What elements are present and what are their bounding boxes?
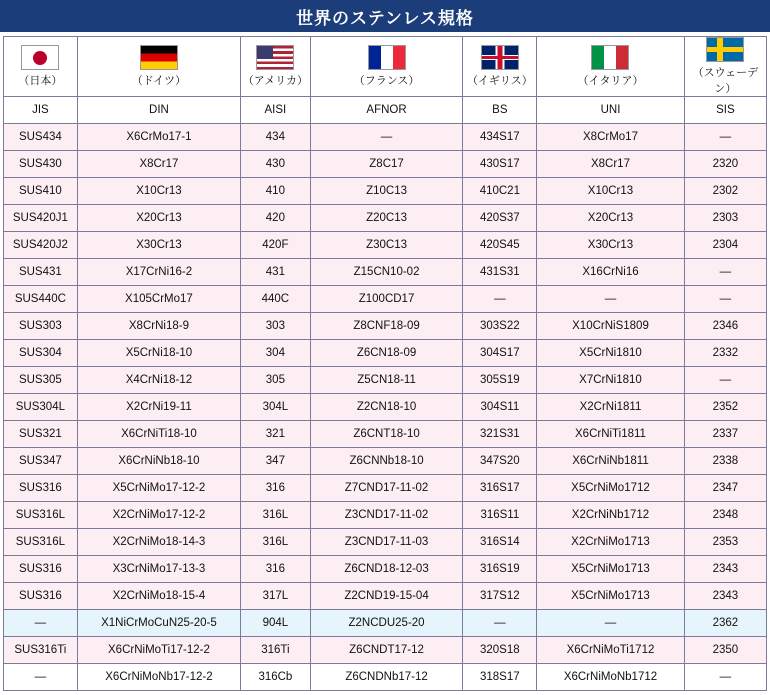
table-cell: X6CrMo17-1 xyxy=(77,124,240,151)
table-cell: 2347 xyxy=(684,475,766,502)
table-cell: X6CrNiMoTi17-12-2 xyxy=(77,637,240,664)
table-header-flags xyxy=(4,37,767,97)
table-cell: X5CrNi1810 xyxy=(537,340,685,367)
page-title-text: 世界のステンレス規格 xyxy=(296,8,474,28)
flag-italy-icon xyxy=(591,45,629,70)
table-cell: 420S45 xyxy=(463,232,537,259)
table-cell: X16CrNi16 xyxy=(537,259,685,286)
table-cell: Z2CND19-15-04 xyxy=(310,583,463,610)
table-cell: 410C21 xyxy=(463,178,537,205)
table-cell: — xyxy=(463,286,537,313)
table-cell: SUS347 xyxy=(4,448,78,475)
flag-france-icon xyxy=(368,45,406,70)
country-label: （ドイツ） xyxy=(131,75,187,87)
table-cell: — xyxy=(4,610,78,637)
table-cell: 440C xyxy=(241,286,311,313)
table-cell: X8Cr17 xyxy=(77,151,240,178)
table-header-standards xyxy=(4,97,767,124)
table-cell: 321 xyxy=(241,421,311,448)
table-cell: 2348 xyxy=(684,502,766,529)
table-cell: — xyxy=(684,367,766,394)
table-cell: X6CrNiMoNb17-12-2 xyxy=(77,664,240,691)
standard-name-cell: BS xyxy=(463,97,537,124)
table-cell: X4CrNi18-12 xyxy=(77,367,240,394)
standard-name-cell: AISI xyxy=(241,97,311,124)
table-cell: X8CrMo17 xyxy=(537,124,685,151)
table-cell: 316S11 xyxy=(463,502,537,529)
flag-cell-0 xyxy=(4,37,78,97)
table-cell: X5CrNiMo1712 xyxy=(537,475,685,502)
flag-germany-icon xyxy=(140,45,178,70)
flag-cell-5 xyxy=(537,37,685,97)
table-cell: 434S17 xyxy=(463,124,537,151)
table-cell: X5CrNiMo17-12-2 xyxy=(77,475,240,502)
table-cell: X6CrNiNb18-10 xyxy=(77,448,240,475)
table-cell: X5CrNiMo1713 xyxy=(537,556,685,583)
table-cell: 320S18 xyxy=(463,637,537,664)
table-row xyxy=(4,367,767,394)
table-cell: 304S11 xyxy=(463,394,537,421)
table-cell: 904L xyxy=(241,610,311,637)
table-cell: 2337 xyxy=(684,421,766,448)
table-cell: X10Cr13 xyxy=(537,178,685,205)
table-cell: 316L xyxy=(241,529,311,556)
table-cell: X6CrNiMoTi1712 xyxy=(537,637,685,664)
table-cell: X2CrNiMo18-15-4 xyxy=(77,583,240,610)
table-row xyxy=(4,529,767,556)
table-cell: X8CrNi18-9 xyxy=(77,313,240,340)
table-row xyxy=(4,421,767,448)
table-cell: 2332 xyxy=(684,340,766,367)
table-cell: X6CrNiTi18-10 xyxy=(77,421,240,448)
table-cell: X17CrNi16-2 xyxy=(77,259,240,286)
table-cell: Z6CND18-12-03 xyxy=(310,556,463,583)
table-cell: 2303 xyxy=(684,205,766,232)
table-row xyxy=(4,286,767,313)
table-cell: Z3CND17-11-03 xyxy=(310,529,463,556)
table-cell: 316S14 xyxy=(463,529,537,556)
table-cell: — xyxy=(463,610,537,637)
table-cell: 305S19 xyxy=(463,367,537,394)
table-cell: SUS316 xyxy=(4,475,78,502)
table-cell: 2350 xyxy=(684,637,766,664)
table-row xyxy=(4,475,767,502)
table-cell: SUS316Ti xyxy=(4,637,78,664)
table-cell: X6CrNiMoNb1712 xyxy=(537,664,685,691)
table-cell: 2353 xyxy=(684,529,766,556)
table-cell: SUS316 xyxy=(4,583,78,610)
table-cell: Z5CN18-11 xyxy=(310,367,463,394)
table-cell: SUS410 xyxy=(4,178,78,205)
table-cell: SUS440C xyxy=(4,286,78,313)
table-cell: — xyxy=(4,664,78,691)
table-cell: 316L xyxy=(241,502,311,529)
table-cell: 2304 xyxy=(684,232,766,259)
table-cell: 431S31 xyxy=(463,259,537,286)
table-cell: 431 xyxy=(241,259,311,286)
standard-name-cell: JIS xyxy=(4,97,78,124)
table-cell: Z2CN18-10 xyxy=(310,394,463,421)
table-row xyxy=(4,610,767,637)
flag-uk-icon xyxy=(481,45,519,70)
table-cell: 2352 xyxy=(684,394,766,421)
table-cell: — xyxy=(310,124,463,151)
table-cell: 316Ti xyxy=(241,637,311,664)
table-row xyxy=(4,205,767,232)
table-cell: Z2NCDU25-20 xyxy=(310,610,463,637)
table-cell: X6CrNiNb1811 xyxy=(537,448,685,475)
table-cell: SUS420J1 xyxy=(4,205,78,232)
table-row xyxy=(4,340,767,367)
table-cell: Z7CND17-11-02 xyxy=(310,475,463,502)
table-cell: SUS430 xyxy=(4,151,78,178)
table-cell: X30Cr13 xyxy=(77,232,240,259)
table-cell: X8Cr17 xyxy=(537,151,685,178)
table-cell: — xyxy=(684,286,766,313)
table-cell: Z6CNDNb17-12 xyxy=(310,664,463,691)
standard-name-cell: SIS xyxy=(684,97,766,124)
table-cell: 317L xyxy=(241,583,311,610)
table-cell: X3CrNiMo17-13-3 xyxy=(77,556,240,583)
table-row xyxy=(4,313,767,340)
table-cell: X1NiCrMoCuN25-20-5 xyxy=(77,610,240,637)
table-row xyxy=(4,232,767,259)
flag-cell-3 xyxy=(310,37,463,97)
table-cell: Z30C13 xyxy=(310,232,463,259)
table-row xyxy=(4,502,767,529)
table-cell: 304 xyxy=(241,340,311,367)
table-cell: X10Cr13 xyxy=(77,178,240,205)
table-cell: 2346 xyxy=(684,313,766,340)
table-cell: X30Cr13 xyxy=(537,232,685,259)
table-cell: X6CrNiTi1811 xyxy=(537,421,685,448)
table-cell: 304L xyxy=(241,394,311,421)
table-cell: — xyxy=(537,610,685,637)
table-cell: Z10C13 xyxy=(310,178,463,205)
table-cell: 321S31 xyxy=(463,421,537,448)
table-cell: X2CrNi1811 xyxy=(537,394,685,421)
table-cell: 316S19 xyxy=(463,556,537,583)
table-cell: Z8CNF18-09 xyxy=(310,313,463,340)
table-cell: 430S17 xyxy=(463,151,537,178)
table-cell: SUS304 xyxy=(4,340,78,367)
table-cell: 316Cb xyxy=(241,664,311,691)
table-row xyxy=(4,664,767,691)
flag-cell-6 xyxy=(684,37,766,97)
standard-name-cell: DIN xyxy=(77,97,240,124)
country-label: （フランス） xyxy=(353,75,420,87)
table-cell: X20Cr13 xyxy=(77,205,240,232)
table-cell: 430 xyxy=(241,151,311,178)
table-cell: 317S12 xyxy=(463,583,537,610)
table-cell: 420 xyxy=(241,205,311,232)
table-row xyxy=(4,637,767,664)
table-row xyxy=(4,178,767,205)
table-cell: — xyxy=(684,259,766,286)
table-row xyxy=(4,583,767,610)
table-cell: 420F xyxy=(241,232,311,259)
flag-cell-2 xyxy=(241,37,311,97)
table-cell: X5CrNiMo1713 xyxy=(537,583,685,610)
standard-name-cell: UNI xyxy=(537,97,685,124)
table-cell: — xyxy=(684,124,766,151)
table-cell: Z6CN18-09 xyxy=(310,340,463,367)
table-cell: SUS316L xyxy=(4,529,78,556)
table-row xyxy=(4,394,767,421)
country-label: （アメリカ） xyxy=(242,75,308,87)
table-cell: X2CrNi19-11 xyxy=(77,394,240,421)
page-title xyxy=(0,0,770,32)
table-cell: Z8C17 xyxy=(310,151,463,178)
table-cell: 347 xyxy=(241,448,311,475)
country-label: （日本） xyxy=(18,75,63,87)
table-cell: 316 xyxy=(241,556,311,583)
table-cell: SUS316L xyxy=(4,502,78,529)
table-cell: 2338 xyxy=(684,448,766,475)
table-row xyxy=(4,124,767,151)
table-cell: 303 xyxy=(241,313,311,340)
table-cell: 2320 xyxy=(684,151,766,178)
table-cell: 2343 xyxy=(684,583,766,610)
table-cell: 2302 xyxy=(684,178,766,205)
table-cell: SUS431 xyxy=(4,259,78,286)
standard-name-cell: AFNOR xyxy=(310,97,463,124)
table-cell: SUS303 xyxy=(4,313,78,340)
table-cell: SUS304L xyxy=(4,394,78,421)
table-cell: SUS305 xyxy=(4,367,78,394)
table-cell: SUS316 xyxy=(4,556,78,583)
flag-japan-icon xyxy=(21,45,59,70)
country-label: （スウェーデン） xyxy=(692,67,759,95)
table-cell: 2362 xyxy=(684,610,766,637)
table-cell: 410 xyxy=(241,178,311,205)
table-cell: X2CrNiMo17-12-2 xyxy=(77,502,240,529)
flag-cell-4 xyxy=(463,37,537,97)
table-cell: X2CrNiMo1713 xyxy=(537,529,685,556)
table-cell: X10CrNiS1809 xyxy=(537,313,685,340)
table-cell: SUS420J2 xyxy=(4,232,78,259)
country-label: （イギリス） xyxy=(466,75,533,87)
table-cell: Z15CN10-02 xyxy=(310,259,463,286)
table-cell: 318S17 xyxy=(463,664,537,691)
flag-usa-icon xyxy=(256,45,294,70)
table-cell: — xyxy=(684,664,766,691)
table-row xyxy=(4,151,767,178)
flag-cell-1 xyxy=(77,37,240,97)
table-cell: X2CrNiNb1712 xyxy=(537,502,685,529)
standards-table xyxy=(3,36,767,691)
table-cell: 316 xyxy=(241,475,311,502)
table-cell: 304S17 xyxy=(463,340,537,367)
table-cell: 347S20 xyxy=(463,448,537,475)
table-cell: 316S17 xyxy=(463,475,537,502)
table-cell: X20Cr13 xyxy=(537,205,685,232)
table-cell: X105CrMo17 xyxy=(77,286,240,313)
table-cell: SUS321 xyxy=(4,421,78,448)
table-cell: 305 xyxy=(241,367,311,394)
table-cell: Z20C13 xyxy=(310,205,463,232)
table-cell: X5CrNi18-10 xyxy=(77,340,240,367)
table-row xyxy=(4,448,767,475)
table-cell: Z6CNDT17-12 xyxy=(310,637,463,664)
table-row xyxy=(4,556,767,583)
table-cell: X7CrNi1810 xyxy=(537,367,685,394)
country-label: （イタリア） xyxy=(577,75,644,87)
table-cell: X2CrNiMo18-14-3 xyxy=(77,529,240,556)
table-cell: 434 xyxy=(241,124,311,151)
table-cell: 303S22 xyxy=(463,313,537,340)
table-cell: SUS434 xyxy=(4,124,78,151)
table-cell: Z100CD17 xyxy=(310,286,463,313)
table-cell: — xyxy=(537,286,685,313)
table-cell: 420S37 xyxy=(463,205,537,232)
table-cell: Z6CNT18-10 xyxy=(310,421,463,448)
flag-sweden-icon xyxy=(706,37,744,62)
table-row xyxy=(4,259,767,286)
table-cell: 2343 xyxy=(684,556,766,583)
table-cell: Z3CND17-11-02 xyxy=(310,502,463,529)
table-cell: Z6CNNb18-10 xyxy=(310,448,463,475)
